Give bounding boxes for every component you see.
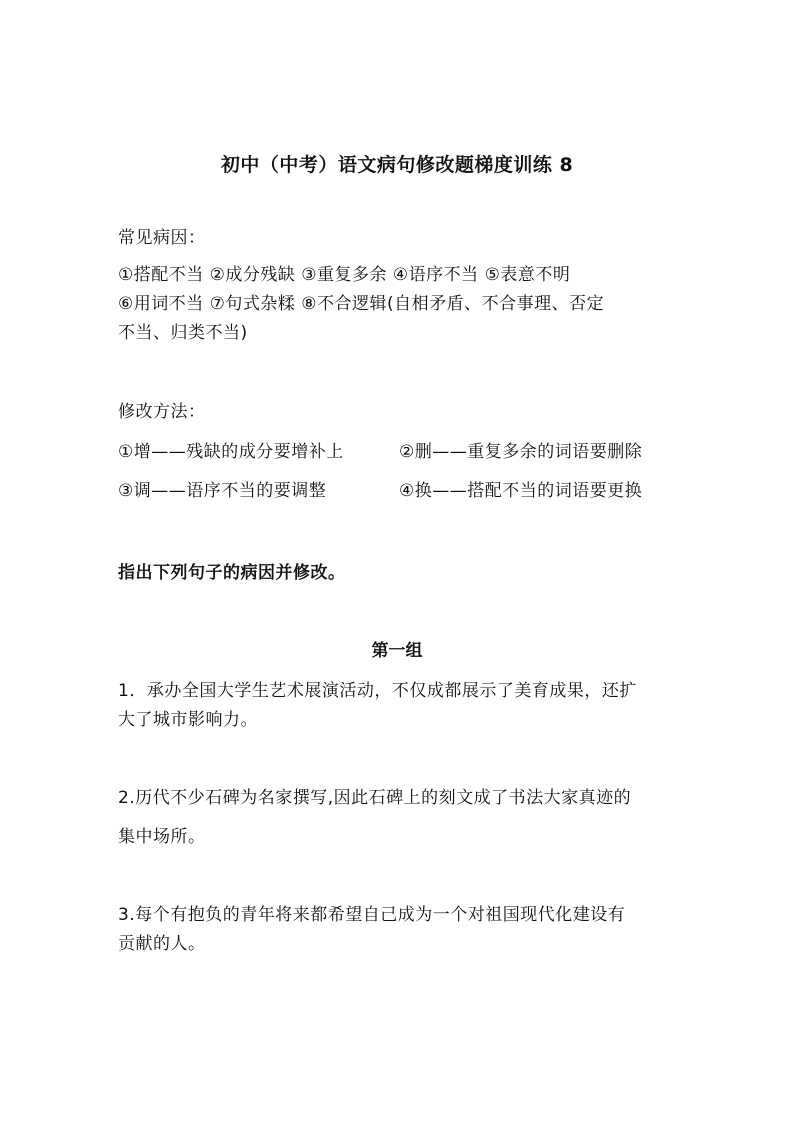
question-1-line-1: 1．承办全国大学生艺术展演活动，不仅成都展示了美育成果，还扩 [118, 681, 637, 701]
question-3-line-2: 贡献的人。 [118, 934, 206, 954]
question-1-line-2: 大了城市影响力。 [118, 710, 258, 730]
page-title: 初中（中考）语文病句修改题梯度训练 8 [220, 154, 574, 176]
methods-heading: 修改方法： [118, 402, 206, 422]
group-title: 第一组 [371, 641, 423, 661]
instruction: 指出下列句子的病因并修改。 [118, 563, 346, 583]
causes-line-1: ①搭配不当 ②成分残缺 ③重复多余 ④语序不当 ⑤表意不明 [118, 265, 571, 285]
question-2-line-2: 集中场所。 [118, 827, 206, 847]
method-add: ①增——残缺的成分要增补上 [118, 442, 344, 462]
causes-line-2: ⑥用词不当 ⑦句式杂糅 ⑧不合逻辑(自相矛盾、不合事理、否定 [118, 294, 605, 314]
method-reorder: ③调——语序不当的要调整 [118, 481, 327, 501]
question-3-line-1: 3.每个有抱负的青年将来都希望自己成为一个对祖国现代化建设有 [118, 905, 626, 925]
method-replace: ④换——搭配不当的词语要更换 [399, 481, 643, 501]
question-2-line-1: 2.历代不少石碑为名家撰写,因此石碑上的刻文成了书法大家真迹的 [118, 788, 632, 808]
causes-line-3: 不当、归类不当) [118, 323, 248, 343]
causes-heading: 常见病因： [118, 228, 206, 248]
method-delete: ②删——重复多余的词语要删除 [399, 442, 643, 462]
